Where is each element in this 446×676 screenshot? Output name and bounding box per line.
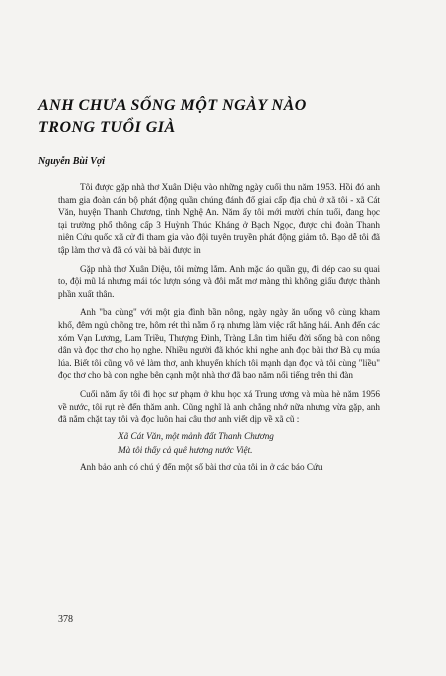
- poem-quote: [118, 429, 380, 457]
- poem-line-1: Xã Cát Văn, một mảnh đất Thanh Chương: [118, 430, 274, 441]
- article-body: [58, 181, 380, 479]
- chapter-title-line-1: ANH CHƯA SỐNG MỘT NGÀY NÀO: [38, 97, 307, 114]
- poem-line-2: Mà tôi thấy cả quê hương nước Việt.: [118, 444, 253, 455]
- paragraph-4: Cuối năm ấy tôi đi học sư phạm ở khu học xá Trung ương và mùa hè năm 1956 về nước, tôi rụt rè đến thăm anh. Cũng nghĩ là anh chẳng nhớ nữa nhưng vừa gặp, anh đã nắm chặt tay tôi và đọc luôn hai câu thơ anh viết dịp về xã cũ :: [58, 388, 380, 425]
- chapter-title-line-2: TRONG TUỔI GIÀ: [38, 119, 176, 136]
- paragraph-1: Tôi được gặp nhà thơ Xuân Diệu vào những ngày cuối thu năm 1953. Hồi đó anh tham gia đoàn cán bộ phát động quần chúng đánh đổ giai cấp địa chủ ở xã tôi - xã Cát Văn, huyện Thanh Chương, tỉnh Nghệ An. Năm ấy tôi mới mười chín tuổi, đang học tại trường phổ thông cấp 3 Huỳnh Thúc Kháng ở Bạch Ngọc, được chi đoàn Thanh niên Cứu quốc xã cử đi tham gia vào đội tuyên truyền phát động giảm tô. Bạo dễ tôi đã tập làm thơ và đã có vài bà bài được in: [58, 182, 380, 255]
- chapter-title: [38, 95, 408, 139]
- author-name: Nguyễn Bùi Vợi: [38, 156, 106, 167]
- paragraph-5: Anh bảo anh có chú ý đến một số bài thơ của tôi in ở các báo Cứu: [80, 461, 323, 472]
- paragraph-3: Anh "ba cùng" với một gia đình bần nông, ngày ngày ăn uống vô cùng kham khổ, đêm ngủ chõng tre, hôm rét thì nằm ổ rạ nhưng làm việc rất hăng hái. Anh đến các xóm Vạn Lương, Lam Triều, Thượng Đình, Tràng Lân tìm hiểu đời sống bà con nông dân và đọc thơ cho họ nghe. Nhiều người đã khóc khi nghe anh đọc bài thơ Bà cụ múa lúa. Biết tôi cũng vô vẻ làm thơ, anh khuyến khích tôi mạnh dạn đọc và tôi cùng "liều" đọc thơ cho bà con nghe bên cạnh một nhà thơ đã bao năm nổi tiếng trên thi đàn: [58, 307, 380, 381]
- page-number: 378: [58, 614, 73, 625]
- paragraph-2: Gặp nhà thơ Xuân Diệu, tôi mừng lắm. Anh mặc áo quần gụ, đi dép cao su quai to, đội mũ lá nhưng mái tóc lượn sóng và đôi mắt mơ màng thì không giấu được thành phần xuất thân.: [58, 263, 380, 299]
